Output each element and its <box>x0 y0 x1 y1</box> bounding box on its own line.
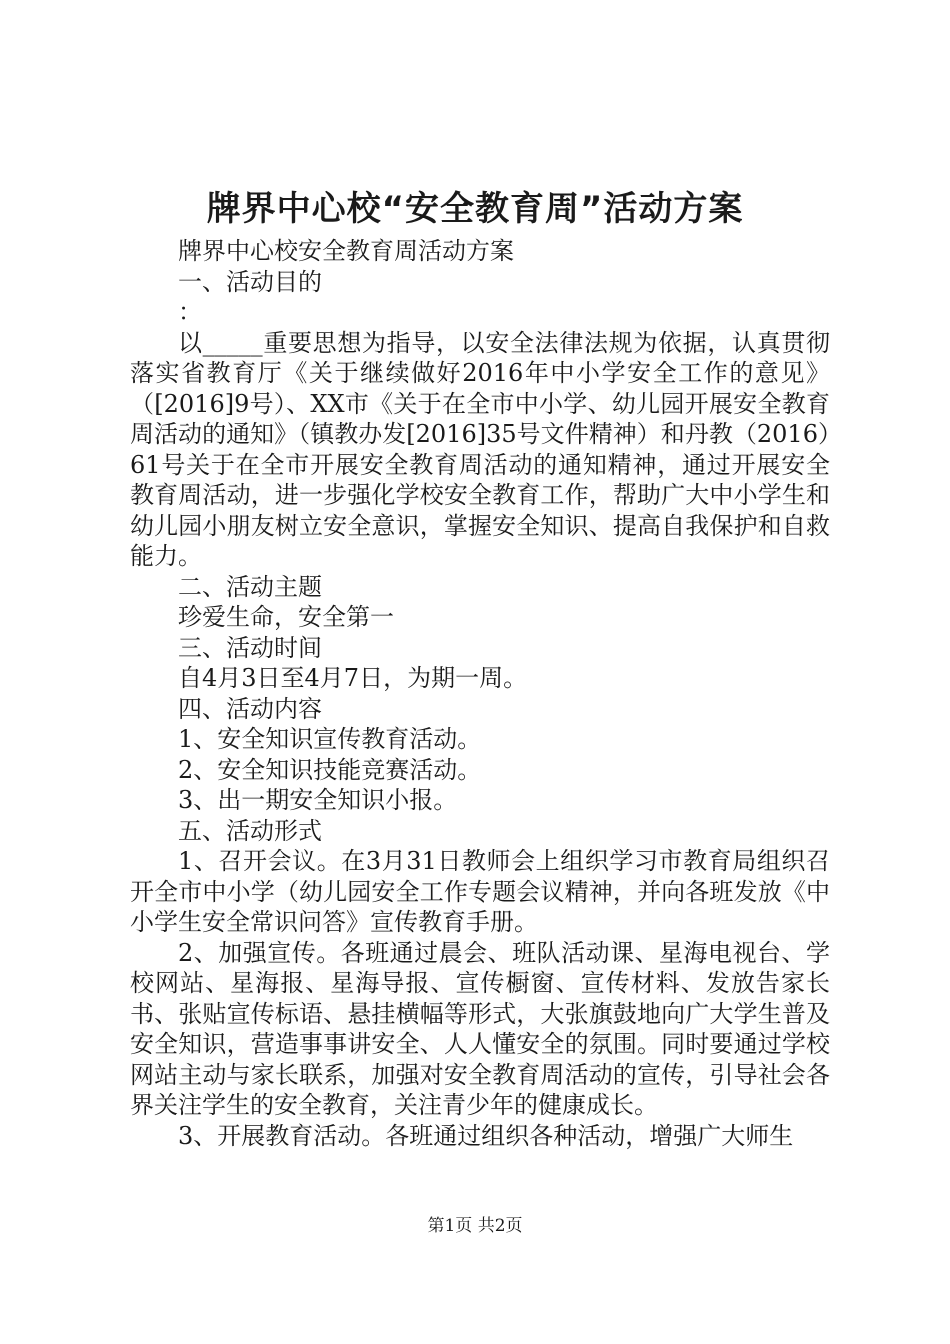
paragraph: 三、活动时间 <box>178 633 322 662</box>
paragraph: 3、开展教育活动。各班通过组织各种活动，增强广大师生 <box>178 1121 794 1150</box>
paragraph: 1、安全知识宣传教育活动。 <box>178 725 482 753</box>
paragraph: 2、加强宣传。各班通过晨会、班队活动课、星海电视台、学校网站、星海报、星海导报、宣传橱窗、宣传材料、发放告家长书、张贴宣传标语、悬挂横幅等形式，大张旗鼓地向广大学生普及安全知识，营造事事讲安全、人人懂安全的氛围。同时要通过学校网站主动与家长联系，加强对安全教育周活动的宣传，引导社会各界关注学生的安全教育，关注青少年的健康成长。 <box>130 938 830 1119</box>
paragraph: 二、活动主题 <box>178 572 322 601</box>
paragraph: 以_____重要思想为指导，以安全法律法规为依据，认真贯彻落实省教育厅《关于继续做好2016年中小学安全工作的意见》（[2016]9号）、XX市《关于在全市中小学、幼儿园开展安全教育周活动的通知》（镇教办发[2016]35号文件精神）和丹教（2016）61号关于在全市开展安全教育周活动的通知精神，通过开展安全教育周活动，进一步强化学校安全教育工作，帮助广大中小学生和幼儿园小朋友树立安全意识，掌握安全知识、提高自我保护和自救能力。 <box>130 328 830 570</box>
paragraph: 1、召开会议。在3月31日教师会上组织学习市教育局组织召开全市中小学（幼儿园安全工作专题会议精神，并向各班发放《中小学生安全常识问答》宣传教育手册。 <box>130 847 830 936</box>
paragraph: 一、活动目的 <box>178 267 322 296</box>
paragraph: 自4月3日至4月7日，为期一周。 <box>178 664 528 692</box>
paragraph: ： <box>178 298 202 326</box>
paragraph: 珍爱生命，安全第一 <box>178 603 394 631</box>
paragraph: 2、安全知识技能竞赛活动。 <box>178 755 482 784</box>
paragraph: 五、活动形式 <box>178 816 322 845</box>
paragraph: 四、活动内容 <box>178 694 322 723</box>
document-body <box>130 236 830 1151</box>
paragraph: 牌界中心校安全教育周活动方案 <box>178 237 514 265</box>
page-footer: 第1页 共2页 <box>427 1216 523 1236</box>
document-title: 牌界中心校“安全教育周”活动方案 <box>206 189 744 229</box>
paragraph: 3、出一期安全知识小报。 <box>178 786 458 814</box>
